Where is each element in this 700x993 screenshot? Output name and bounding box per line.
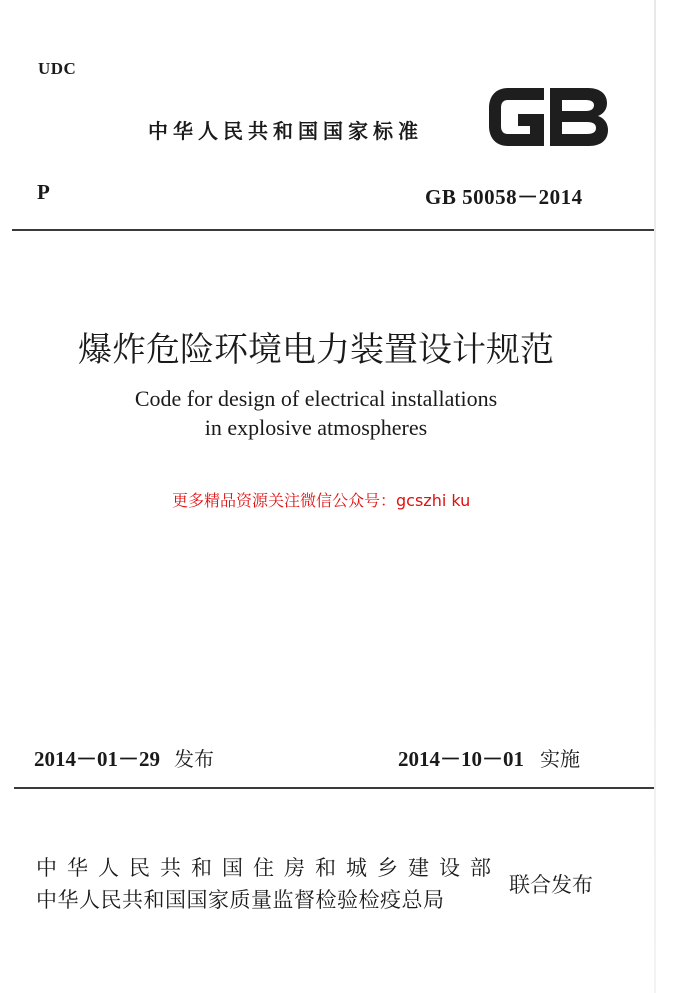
implementation-date-block	[398, 743, 580, 773]
joint-publish-label: 联合发布	[509, 873, 593, 897]
issue-date: 2014－01－29	[34, 747, 160, 771]
issue-label: 发布	[174, 747, 214, 771]
promo-note: 更多精品资源关注微信公众号：gcszhi ku	[172, 491, 471, 510]
implementation-date: 2014－10－01	[398, 747, 524, 771]
national-standard-heading: 中华人民共和国国家标准	[148, 119, 423, 143]
title-english-line2: in explosive atmospheres	[204, 415, 428, 440]
page-edge	[654, 0, 656, 993]
publisher-line2: 中华人民共和国国家质量监督检验检疫总局	[36, 888, 445, 912]
title-english-line1: Code for design of electrical installations	[134, 386, 498, 411]
classification-code: P	[37, 180, 50, 204]
title-chinese: 爆炸危险环境电力装置设计规范	[78, 330, 554, 370]
issue-date-block	[34, 743, 214, 773]
implementation-label: 实施	[540, 747, 580, 771]
gb-logo	[486, 84, 610, 150]
bottom-divider	[14, 787, 654, 789]
standard-number: GB 50058－2014	[425, 185, 583, 209]
publisher-line1: 中华人民共和国住房和城乡建设部	[36, 856, 501, 880]
title-english	[0, 384, 636, 442]
udc-label: UDC	[38, 59, 77, 78]
top-divider	[12, 229, 654, 231]
